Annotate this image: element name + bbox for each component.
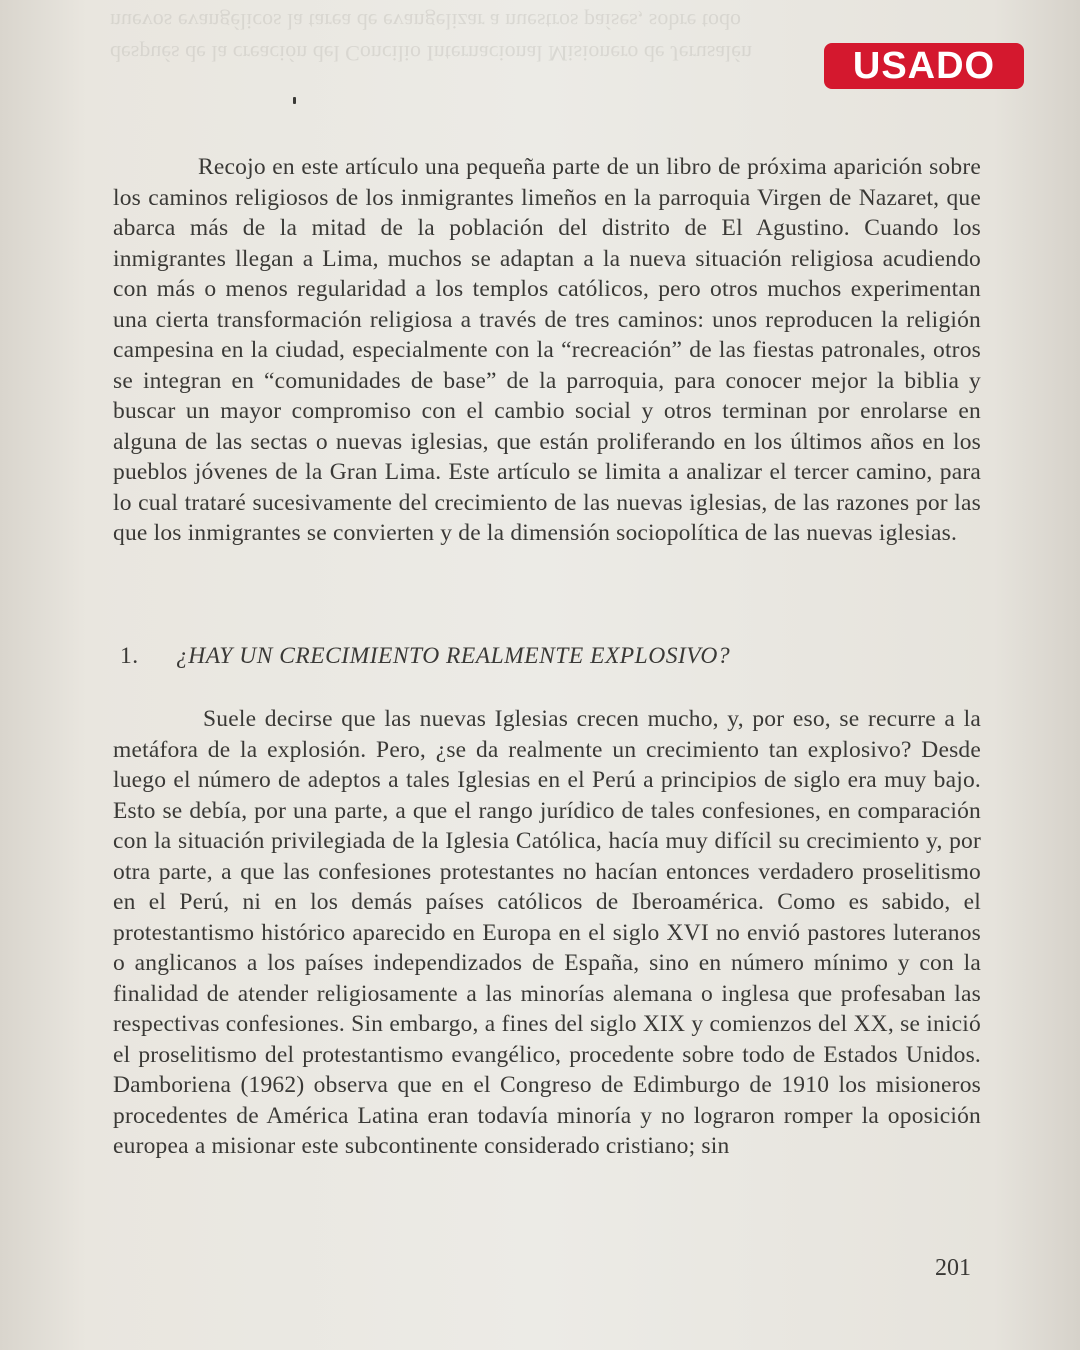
intro-paragraph: Recojo en este artículo una pequeña parte de un libro de próxima aparición sobre los caminos religiosos de los inmigrantes limeños en la parroquia Virgen de Nazaret, que abarca más de la mitad de la población del distrito de El Agustino. Cuando los inmigrantes llegan a Lima, muchos se adaptan a la nueva situación religiosa acudiendo con más o menos regularidad a los templos católicos, pero otros muchos experimentan una cierta transformación religiosa a través de tres caminos: unos reproducen la religión campesina en la ciudad, especialmente con la “recreación” de las fiestas patronales, otros se integran en “comunidades de base” de la parroquia, para conocer mejor la biblia y buscar un mayor compromiso con el cambio social y otros terminan por enrolarse en alguna de las sectas o nuevas iglesias, que están proliferando en los últimos años en los pueblos jóvenes de la Gran Lima. Este artículo se limita a analizar el tercer camino, para lo cual trataré sucesivamente del crecimiento de las nuevas iglesias, de las razones por las que los inmigrantes se convierten y de la dimensión sociopolítica de las nuevas iglesias. bbox=[113, 154, 981, 546]
body-paragraph: Suele decirse que las nuevas Iglesias crecen mucho, y, por eso, se recurre a la metáfora de la explosión. Pero, ¿se da realmente un crecimiento tan explosivo? Desde luego el número de adeptos a tales Iglesias en el Perú a principios de siglo era muy bajo. Esto se debía, por una parte, a que el rango jurídico de tales confesiones, en comparación con la situación privilegiada de la Iglesia Católica, hacía muy difícil su crecimiento y, por otra parte, a que las confesiones protestantes no hacían entonces verdadero proselitismo en el Perú, ni en los demás países católicos de Iberoamérica. Como es sabido, el protestantismo histórico aparecido en Europa en el siglo XVI no envió pastores luteranos o anglicanos a los países independizados de España, sino en número mínimo y con la finalidad de atender religiosamente a las minorías alemana o inglesa que profesaban las respectivas confesiones. Sin embargo, a fines del siglo XIX y comienzos del XX, se inició el proselitismo del protestantismo evangélico, procedente sobre todo de Estados Unidos. Damboriena (1962) observa que en el Congreso de Edimburgo de 1910 los misioneros procedentes de América Latina eran todavía minoría y no lograron romper la oposición europea a misionar este subcontinente considerado cristiano; sin bbox=[113, 706, 981, 1159]
page-number: 201 bbox=[935, 1255, 971, 1281]
used-badge: USADO bbox=[824, 43, 1024, 89]
section-heading bbox=[120, 640, 920, 672]
ink-speck bbox=[293, 97, 296, 104]
bleed-through-text: después de la creación del Concilio Internacional Misionero de Jerusalén bbox=[110, 41, 753, 66]
section-number: 1. bbox=[120, 643, 139, 669]
bleed-through-text: nuevos evangélicos la tarea de evangelizar a nuestros países, sobre todo bbox=[110, 9, 742, 34]
section-title: ¿HAY UN CRECIMIENTO REALMENTE EXPLOSIVO? bbox=[176, 643, 731, 669]
